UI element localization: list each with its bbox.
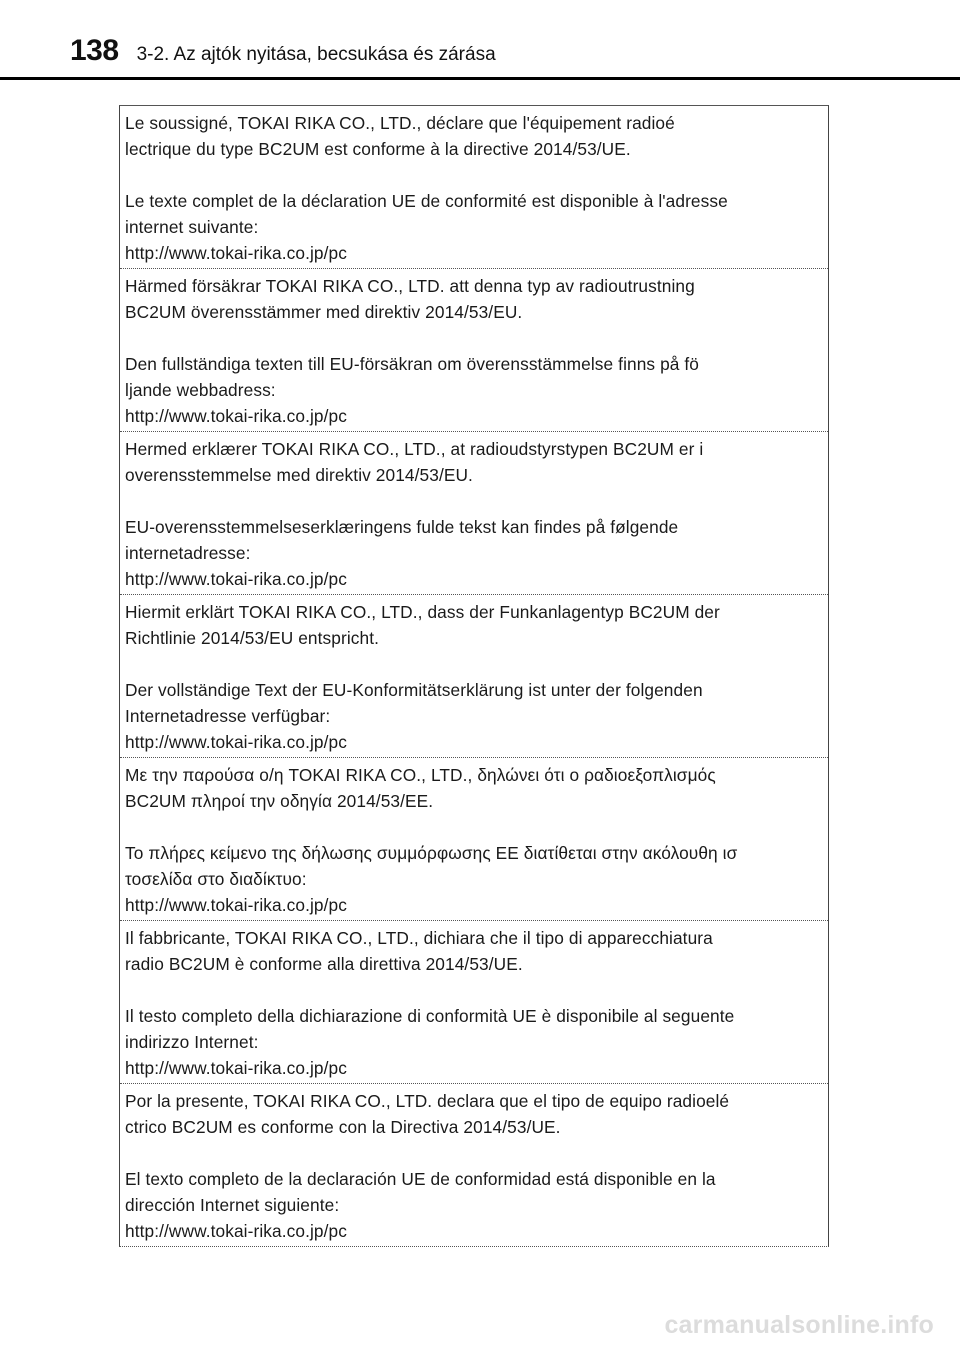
declaration-url: http://www.tokai-rika.co.jp/pc (125, 1221, 347, 1241)
declaration-url: http://www.tokai-rika.co.jp/pc (125, 732, 347, 752)
declaration-statement: Με την παρούσα ο/η TOKAI RIKA CO., LTD., δηλώνει ότι ο ραδιοεξοπλισμός BC2UM πληροί την οδηγία 2014/53/ΕΕ. (125, 765, 716, 811)
declaration-availability: Il testo completo della dichiarazione di conformità UE è disponibile al seguente indirizzo Internet: (125, 1006, 735, 1052)
declaration-url: http://www.tokai-rika.co.jp/pc (125, 895, 347, 915)
declaration-statement: Por la presente, TOKAI RIKA CO., LTD. declara que el tipo de equipo radioelé ctrico BC2UM es conforme con la Directiva 2014/53/UE. (125, 1091, 730, 1137)
declaration-block-french (120, 106, 828, 269)
declaration-statement: Hermed erklærer TOKAI RIKA CO., LTD., at radioudstyrstypen BC2UM er i overensstemmelse med direktiv 2014/53/EU. (125, 439, 704, 485)
declaration-block-italian (120, 921, 828, 1084)
declaration-block-swedish (120, 269, 828, 432)
declaration-block-greek (120, 758, 828, 921)
declaration-statement: Il fabbricante, TOKAI RIKA CO., LTD., dichiara che il tipo di apparecchiatura radio BC2UM è conforme alla direttiva 2014/53/UE. (125, 928, 713, 974)
declaration-availability: Το πλήρες κείμενο της δήλωσης συμμόρφωσης ΕΕ διατίθεται στην ακόλουθη ισ τοσελίδα στο διαδίκτυο: (125, 843, 738, 889)
declaration-statement: Le soussigné, TOKAI RIKA CO., LTD., déclare que l'équipement radioé lectrique du type BC2UM est conforme à la directive 2014/53/UE. (125, 113, 675, 159)
declaration-block-spanish (120, 1084, 828, 1246)
section-title: 3-2. Az ajtók nyitása, becsukása és zárása (136, 44, 496, 65)
declaration-url: http://www.tokai-rika.co.jp/pc (125, 406, 347, 426)
declaration-table (119, 105, 829, 1247)
declaration-availability: Le texte complet de la déclaration UE de conformité est disponible à l'adresse internet suivante: (125, 191, 728, 237)
declaration-url: http://www.tokai-rika.co.jp/pc (125, 1058, 347, 1078)
header-rule (0, 77, 960, 80)
declaration-statement: Hiermit erklärt TOKAI RIKA CO., LTD., dass der Funkanlagentyp BC2UM der Richtlinie 2014/53/EU entspricht. (125, 602, 720, 648)
declaration-block-german (120, 595, 828, 758)
page-number: 138 (70, 34, 119, 67)
declaration-url: http://www.tokai-rika.co.jp/pc (125, 243, 347, 263)
declaration-availability: Der vollständige Text der EU-Konformitätserklärung ist unter der folgenden Internetadresse verfügbar: (125, 680, 703, 726)
watermark: carmanualsonline.info (664, 1311, 934, 1339)
declaration-url: http://www.tokai-rika.co.jp/pc (125, 569, 347, 589)
page-header (70, 34, 496, 74)
declaration-availability: Den fullständiga texten till EU-försäkran om överensstämmelse finns på fö ljande webbadress: (125, 354, 700, 400)
declaration-availability: El texto completo de la declaración UE de conformidad está disponible en la dirección Internet siguiente: (125, 1169, 716, 1215)
declaration-availability: EU-overensstemmelseserklæringens fulde tekst kan findes på følgende internetadresse: (125, 517, 679, 563)
declaration-block-danish (120, 432, 828, 595)
declaration-statement: Härmed försäkrar TOKAI RIKA CO., LTD. att denna typ av radioutrustning BC2UM överensstämmer med direktiv 2014/53/EU. (125, 276, 695, 322)
